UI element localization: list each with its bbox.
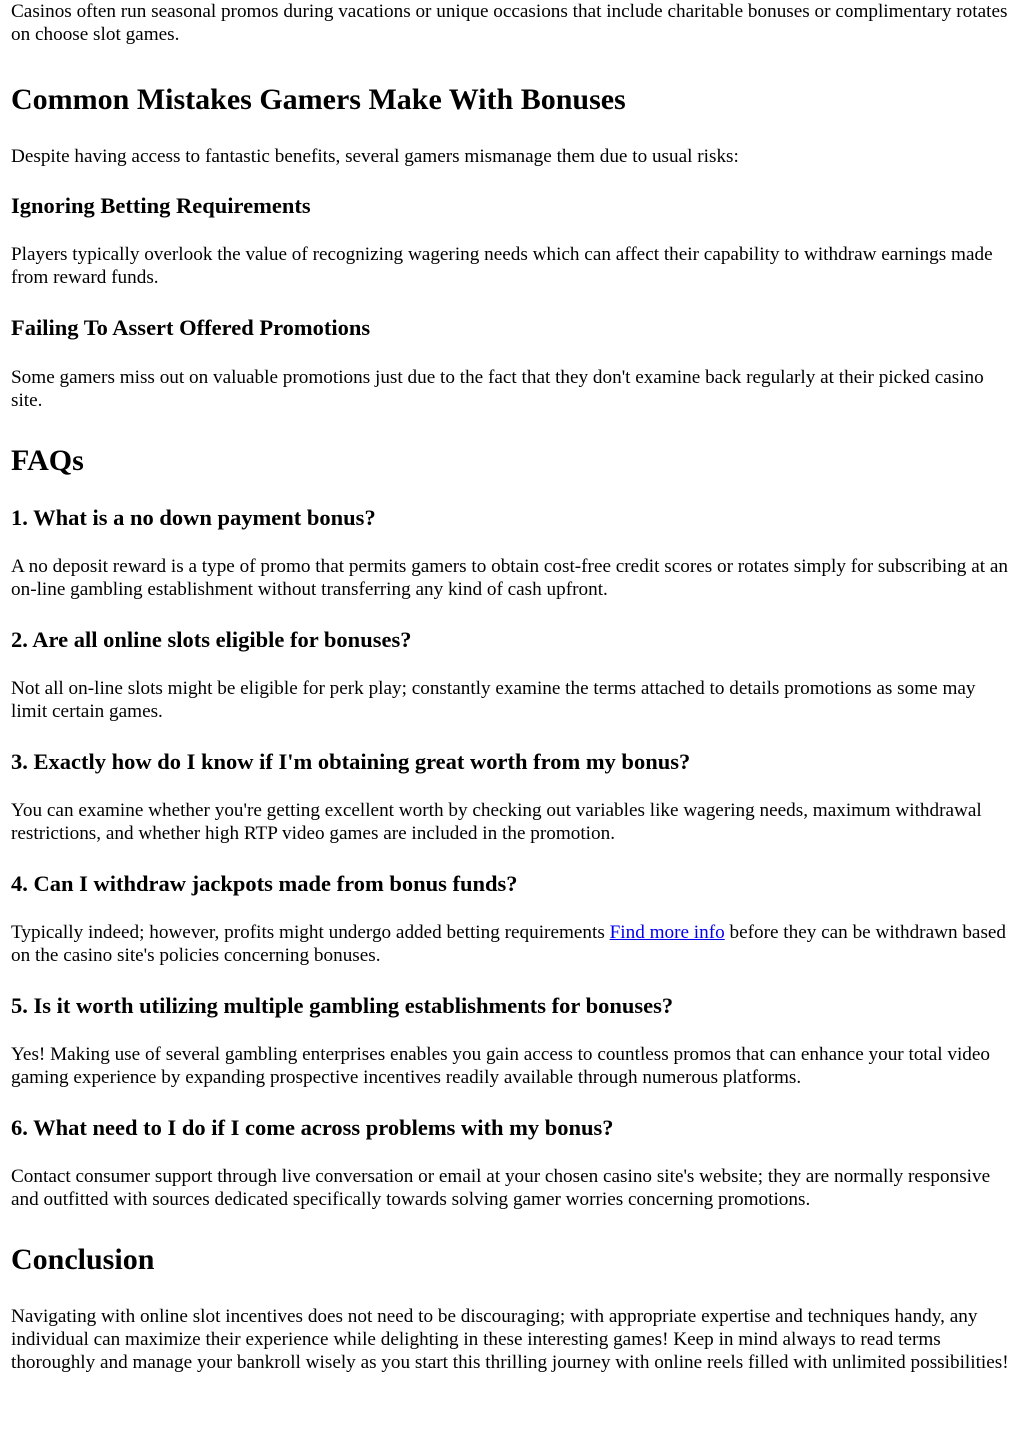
- subheading-ignoring-betting-requirements: Ignoring Betting Requirements: [11, 193, 311, 218]
- faq-answer-4: [11, 921, 1013, 967]
- conclusion-paragraph: Navigating with online slot incentives does not need to be discouraging; with appropriate expertise and techniques handy, any individual can maximize their experience while delighting in these interesting games! Keep in mind always to read terms thoroughly and manage your bankroll wisely as you start this thrilling journey with online reels filled with unlimited possibilities!: [11, 1306, 1009, 1373]
- paragraph-failing-to-assert-promotions: Some gamers miss out on valuable promotions just due to the fact that they don't examine back regularly at their picked casino site.: [11, 367, 984, 411]
- faq-question-3: 3. Exactly how do I know if I'm obtaining great worth from my bonus?: [11, 749, 691, 774]
- section-heading-mistakes: Common Mistakes Gamers Make With Bonuses: [11, 83, 626, 116]
- faq-answer-1: A no deposit reward is a type of promo that permits gamers to obtain cost-free credit scores or rotates simply for subscribing at an on-line gambling establishment without transferring any kind of cash upfront.: [11, 556, 1008, 600]
- faq-answer-2: Not all on-line slots might be eligible for perk play; constantly examine the terms attached to details promotions as some may limit certain games.: [11, 678, 976, 722]
- intro-paragraph: Casinos often run seasonal promos during vacations or unique occasions that include charitable bonuses or complimentary rotates on choose slot games.: [11, 1, 1008, 45]
- faq-question-6: 6. What need to I do if I come across problems with my bonus?: [11, 1115, 614, 1140]
- section-heading-conclusion: Conclusion: [11, 1243, 155, 1276]
- faq-answer-4-text-before-link: Typically indeed; however, profits might undergo added betting requirements: [11, 922, 610, 943]
- section-heading-faqs: FAQs: [11, 444, 84, 477]
- faq-answer-3: You can examine whether you're getting excellent worth by checking out variables like wagering needs, maximum withdrawal restrictions, and whether high RTP video games are included in the promotion.: [11, 800, 982, 844]
- subheading-failing-to-assert-promotions: Failing To Assert Offered Promotions: [11, 315, 371, 340]
- faq-question-2: 2. Are all online slots eligible for bonuses?: [11, 627, 412, 652]
- faq-question-1: 1. What is a no down payment bonus?: [11, 505, 376, 530]
- faq-answer-4-text-after-link: before they can be withdrawn based on the casino site's policies concerning bonuses.: [11, 922, 1007, 966]
- faq-question-4: 4. Can I withdraw jackpots made from bonus funds?: [11, 871, 518, 896]
- mistakes-intro-paragraph: Despite having access to fantastic benefits, several gamers mismanage them due to usual risks:: [11, 146, 739, 167]
- faq-answer-6: Contact consumer support through live conversation or email at your chosen casino site's website; they are normally responsive and outfitted with sources dedicated specifically towards solving gamer worries concerning promotions.: [11, 1166, 991, 1210]
- faq-answer-5: Yes! Making use of several gambling enterprises enables you gain access to countless promos that can enhance your total video gaming experience by expanding prospective incentives readily available through numerous platforms.: [11, 1044, 991, 1088]
- faq-question-5: 5. Is it worth utilizing multiple gambling establishments for bonuses?: [11, 993, 674, 1018]
- find-more-info-link[interactable]: Find more info: [609, 922, 725, 943]
- paragraph-ignoring-betting-requirements: Players typically overlook the value of recognizing wagering needs which can affect their capability to withdraw earnings made from reward funds.: [11, 244, 993, 288]
